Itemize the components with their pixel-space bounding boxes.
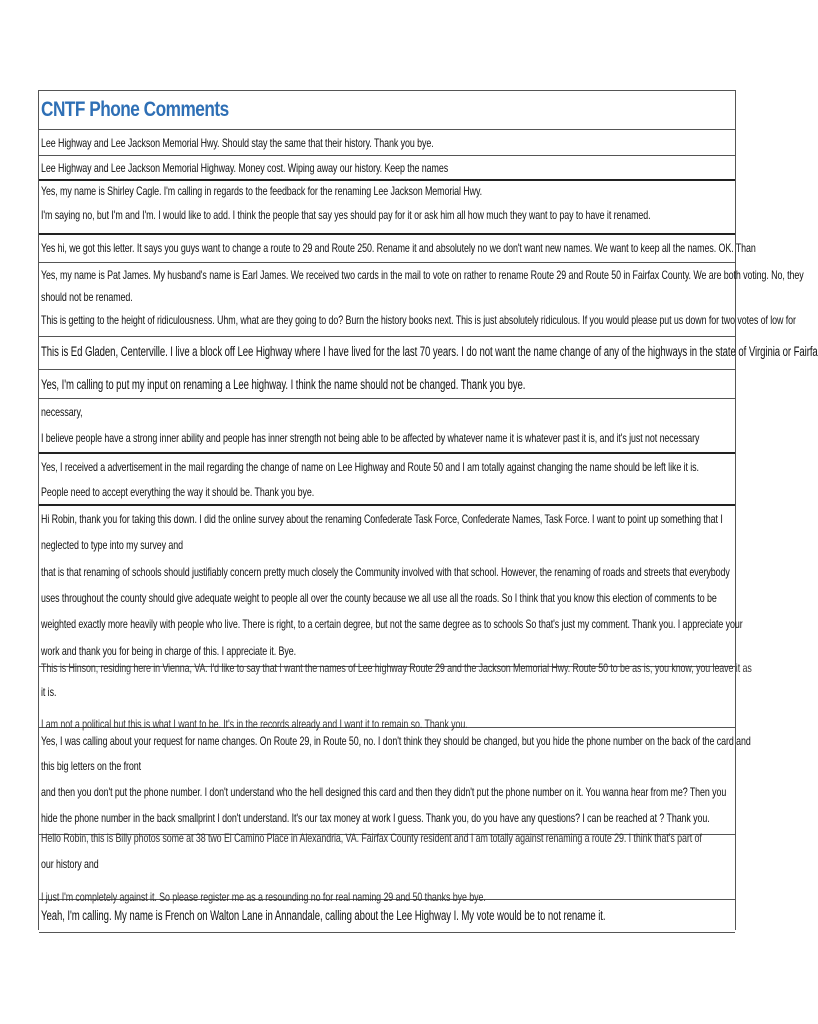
comment-line: Yes, I'm calling to put my input on renaming a Lee highway. I think the name should not be changed. Thank you bye. xyxy=(41,377,526,392)
comment-row xyxy=(39,454,735,506)
comment-row xyxy=(39,831,735,904)
comment-row xyxy=(39,263,804,337)
comment-line: This is Ed Gladen, Centerville. I live a block off Lee Highway where I have lived for the last 70 years. I do not want the name change of any of the highways in the state of Virginia or Fairfa xyxy=(41,344,818,359)
comment-line: Yes, my name is Shirley Cagle. I'm calling in regards to the feedback for the renaming Lee Jackson Memorial Hwy. xyxy=(41,184,483,198)
comment-row xyxy=(39,506,743,667)
comment-row xyxy=(39,399,735,454)
comment-row xyxy=(39,130,735,156)
sheet-title: CNTF Phone Comments xyxy=(41,98,229,121)
comment-line: our history and xyxy=(41,857,99,871)
comment-row xyxy=(39,900,735,933)
comment-line: should not be renamed. xyxy=(41,290,133,304)
comment-line: Hello Robin, this is Billy photos some at 38 two El Camino Place in Alexandria, VA. Fairfax County resident and I am totally against renaming a route 29. I think that's part of xyxy=(41,831,702,845)
title-row xyxy=(39,90,735,130)
comment-line: Yes, my name is Pat James. My husband's name is Earl James. We received two cards in the mail to vote on rather to rename Route 29 and Route 50 in Fairfax County. We are both voting. No, they xyxy=(41,268,804,282)
comment-line: neglected to type into my survey and xyxy=(41,538,183,552)
comment-row xyxy=(39,337,818,370)
comment-line: Hi Robin, thank you for taking this down. I did the online survey about the renaming Confederate Task Force, Confederate Names, Task Force. I want to point up something that I xyxy=(41,512,723,526)
comment-line: I just I'm completely against it. So please register me as a resounding no for real naming 29 and 50 thanks bye bye. xyxy=(41,890,486,904)
comment-line: I'm saying no, but I'm and I'm. I would like to add. I think the people that say yes should pay for it or ask him all how much they want to pay to have it renamed. xyxy=(41,208,651,222)
comment-row xyxy=(39,235,756,263)
comment-line: Yes hi, we got this letter. It says you guys want to change a route to 29 and Route 250. Rename it and absolutely no we don't want new names. We want to keep all the names. OK. Than xyxy=(41,241,756,255)
comment-line: that is that renaming of schools should justifiably concern pretty much closely the Community involved with that school. However, the renaming of roads and streets that everybody xyxy=(41,565,730,579)
comment-line: it is. xyxy=(41,685,57,699)
comment-line: work and thank you for being in charge of this. I appreciate it. Bye. xyxy=(41,644,297,658)
comment-line: I am not a political but this is what I want to be. It's in the records already and I want it to remain so. Thank you. xyxy=(41,717,468,731)
comment-line: Lee Highway and Lee Jackson Memorial Hwy. Should stay the same that their history. Thank you bye. xyxy=(41,136,434,150)
comment-line: necessary, xyxy=(41,405,83,419)
comment-line: weighted exactly more heavily with people who live. There is right, to a certain degree, but not the same degree as to schools So that's just my comment. Thank you. I appreciate your xyxy=(41,617,743,631)
comment-line: People need to accept everything the way it should be. Thank you bye. xyxy=(41,485,315,499)
comments-sheet xyxy=(38,90,818,930)
comment-row xyxy=(39,661,752,731)
comment-row xyxy=(39,181,735,235)
comment-line: and then you don't put the phone number. I don't understand who the hell designed this card and then they didn't put the phone number on it. You wanna hear from me? Then you xyxy=(41,785,727,799)
comment-line: This is getting to the height of ridiculousness. Uhm, what are they going to do? Burn the history books next. This is just absolutely ridiculous. If you would please put us down for two votes of low for xyxy=(41,313,796,327)
comment-line: This is Hinson, residing here in Vienna, VA. I'd like to say that I want the names of Lee highway Route 29 and the Jackson Memorial Hwy. Route 50 to be as is, you know, you leave it as xyxy=(41,661,752,675)
comment-line: this big letters on the front xyxy=(41,759,142,773)
comment-line: Yes, I was calling about your request for name changes. On Route 29, in Route 50, no. I don't think they should be changed, but you hide the phone number on the back of the card and xyxy=(41,734,751,748)
comment-row xyxy=(39,370,735,399)
comment-row xyxy=(39,156,735,181)
comment-line: Yes, I received a advertisement in the mail regarding the change of name on Lee Highway and Route 50 and I am totally against changing the name should be left like it is. xyxy=(41,460,699,474)
comment-row xyxy=(39,728,751,835)
comment-line: Lee Highway and Lee Jackson Memorial Highway. Money cost. Wiping away our history. Keep the names xyxy=(41,161,449,175)
comment-line: Yeah, I'm calling. My name is French on Walton Lane in Annandale, calling about the Lee Highway I. My vote would be to not rename it. xyxy=(41,908,606,923)
comment-line: hide the phone number in the back smallprint I don't understand. It's our tax money at work I guess. Thank you, do you have any questions? I can be reached at ? Thank you. xyxy=(41,811,710,825)
comment-line: I believe people have a strong inner ability and people has inner strength not being able to be affected by whatever name it is whatever past it is, and it's just not necessary xyxy=(41,431,700,445)
comment-line: uses throughout the county should give adequate weight to people all over the county because we all use all the roads. So I think that you know this election of comments to be xyxy=(41,591,717,605)
